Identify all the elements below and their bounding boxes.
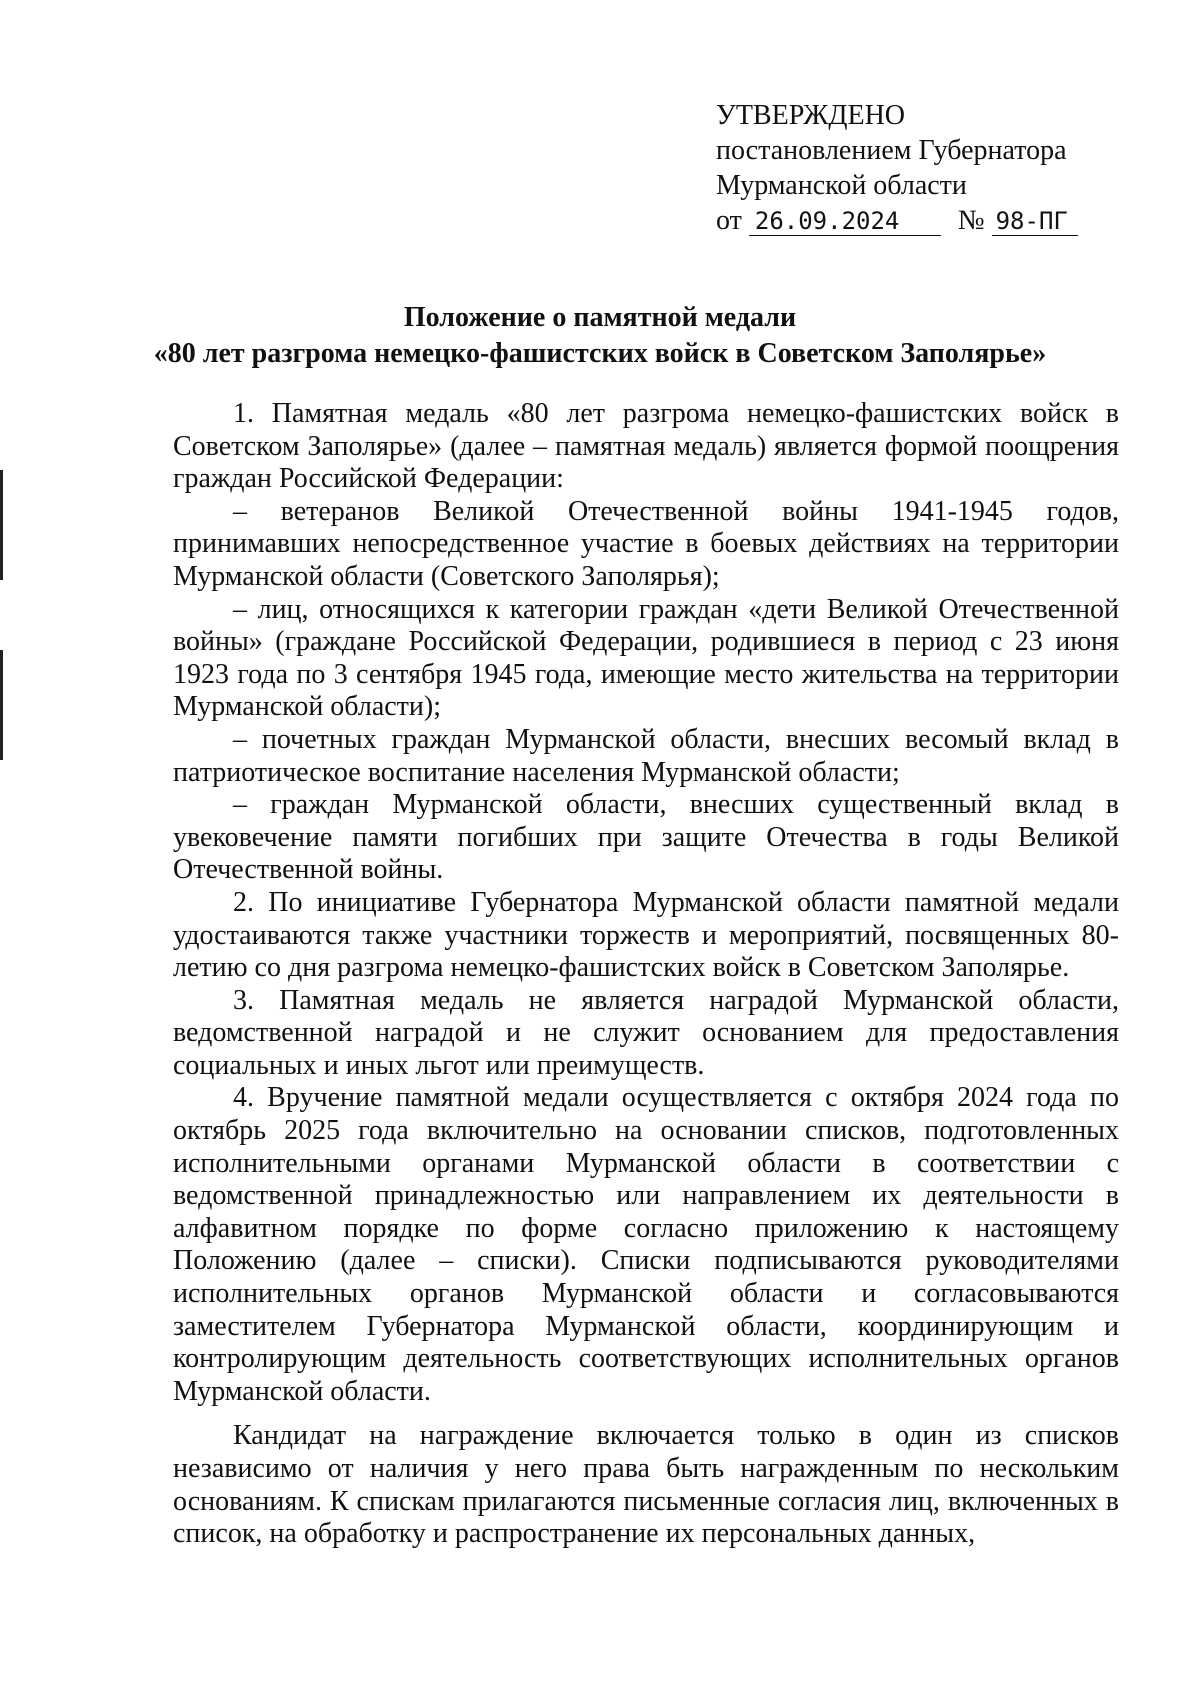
paragraph: – лиц, относящихся к категории граждан «дети Великой Отечественной войны» (граждане Российской Федерации, родившиеся в период с 23 июня 1923 года по 3 сентября 1945 года, имеющие место жительства на территории Мурманской области);: [173, 593, 1119, 723]
approval-line-2: Мурманской области: [716, 170, 967, 201]
paragraph: Кандидат на награждение включается только в один из списков независимо от наличия у него права быть награжденным по нескольким основаниям. К спискам прилагаются письменные согласия лиц, включенных в список, на обработку и распространение их персональных данных,: [173, 1420, 1119, 1550]
paragraph: 1. Памятная медаль «80 лет разгрома немецко-фашистских войск в Советском Заполярье» (далее – памятная медаль) является формой поощрения граждан Российской Федерации:: [173, 398, 1119, 495]
paragraph: 3. Памятная медаль не является наградой Мурманской области, ведомственной наградой и не служит основанием для предоставления социальных и иных льгот или преимуществ.: [173, 984, 1119, 1081]
paragraph: – граждан Мурманской области, внесших существенный вклад в увековечение памяти погибших при защите Отечества в годы Великой Отечественной войны.: [173, 789, 1119, 886]
approval-title: УТВЕРЖДЕНО: [716, 100, 906, 131]
approval-date-line: [716, 203, 1136, 238]
document-body: [173, 398, 1119, 1551]
number-prefix: №: [957, 205, 985, 236]
approval-stamp-block: [716, 98, 1136, 238]
paragraph: 2. По инициативе Губернатора Мурманской области памятной медали удостаиваются также участники торжеств и мероприятий, посвященных 80-летию со дня разгрома немецко-фашистских войск в Советском Заполярье.: [173, 886, 1119, 984]
date-prefix: от: [716, 205, 742, 236]
document-title-line-1: Положение о памятной медали: [403, 302, 797, 333]
document-title: [150, 300, 1050, 372]
document-title-line-2: «80 лет разгрома немецко-фашистских войск в Советском Заполярье»: [153, 338, 1047, 369]
scan-margin-mark: [0, 470, 3, 580]
paragraph: – ветеранов Великой Отечественной войны 1941-1945 годов, принимавших непосредственное участие в боевых действиях на территории Мурманской области (Советского Заполярья);: [173, 495, 1119, 592]
paragraph: 4. Вручение памятной медали осуществляется с октября 2024 года по октябрь 2025 года включительно на основании списков, подготовленных исполнительными органами Мурманской области в соответствии с ведомственной принадлежностью или направлением их деятельности в алфавитном порядке по форме согласно приложению к настоящему Положению (далее – списки). Списки подписываются руководителями исполнительных органов Мурманской области и согласовываются заместителем Губернатора Мурманской области, координирующим и контролирующим деятельность соответствующих исполнительных органов Мурманской области.: [173, 1082, 1119, 1407]
scan-margin-mark: [0, 650, 3, 760]
number-value: 98-ПГ: [992, 207, 1078, 236]
date-value: 26.09.2024: [749, 207, 941, 236]
paragraph: – почетных граждан Мурманской области, внесших весомый вклад в патриотическое воспитание населения Мурманской области;: [173, 723, 1119, 788]
approval-line-1: постановлением Губернатора: [716, 135, 1067, 166]
